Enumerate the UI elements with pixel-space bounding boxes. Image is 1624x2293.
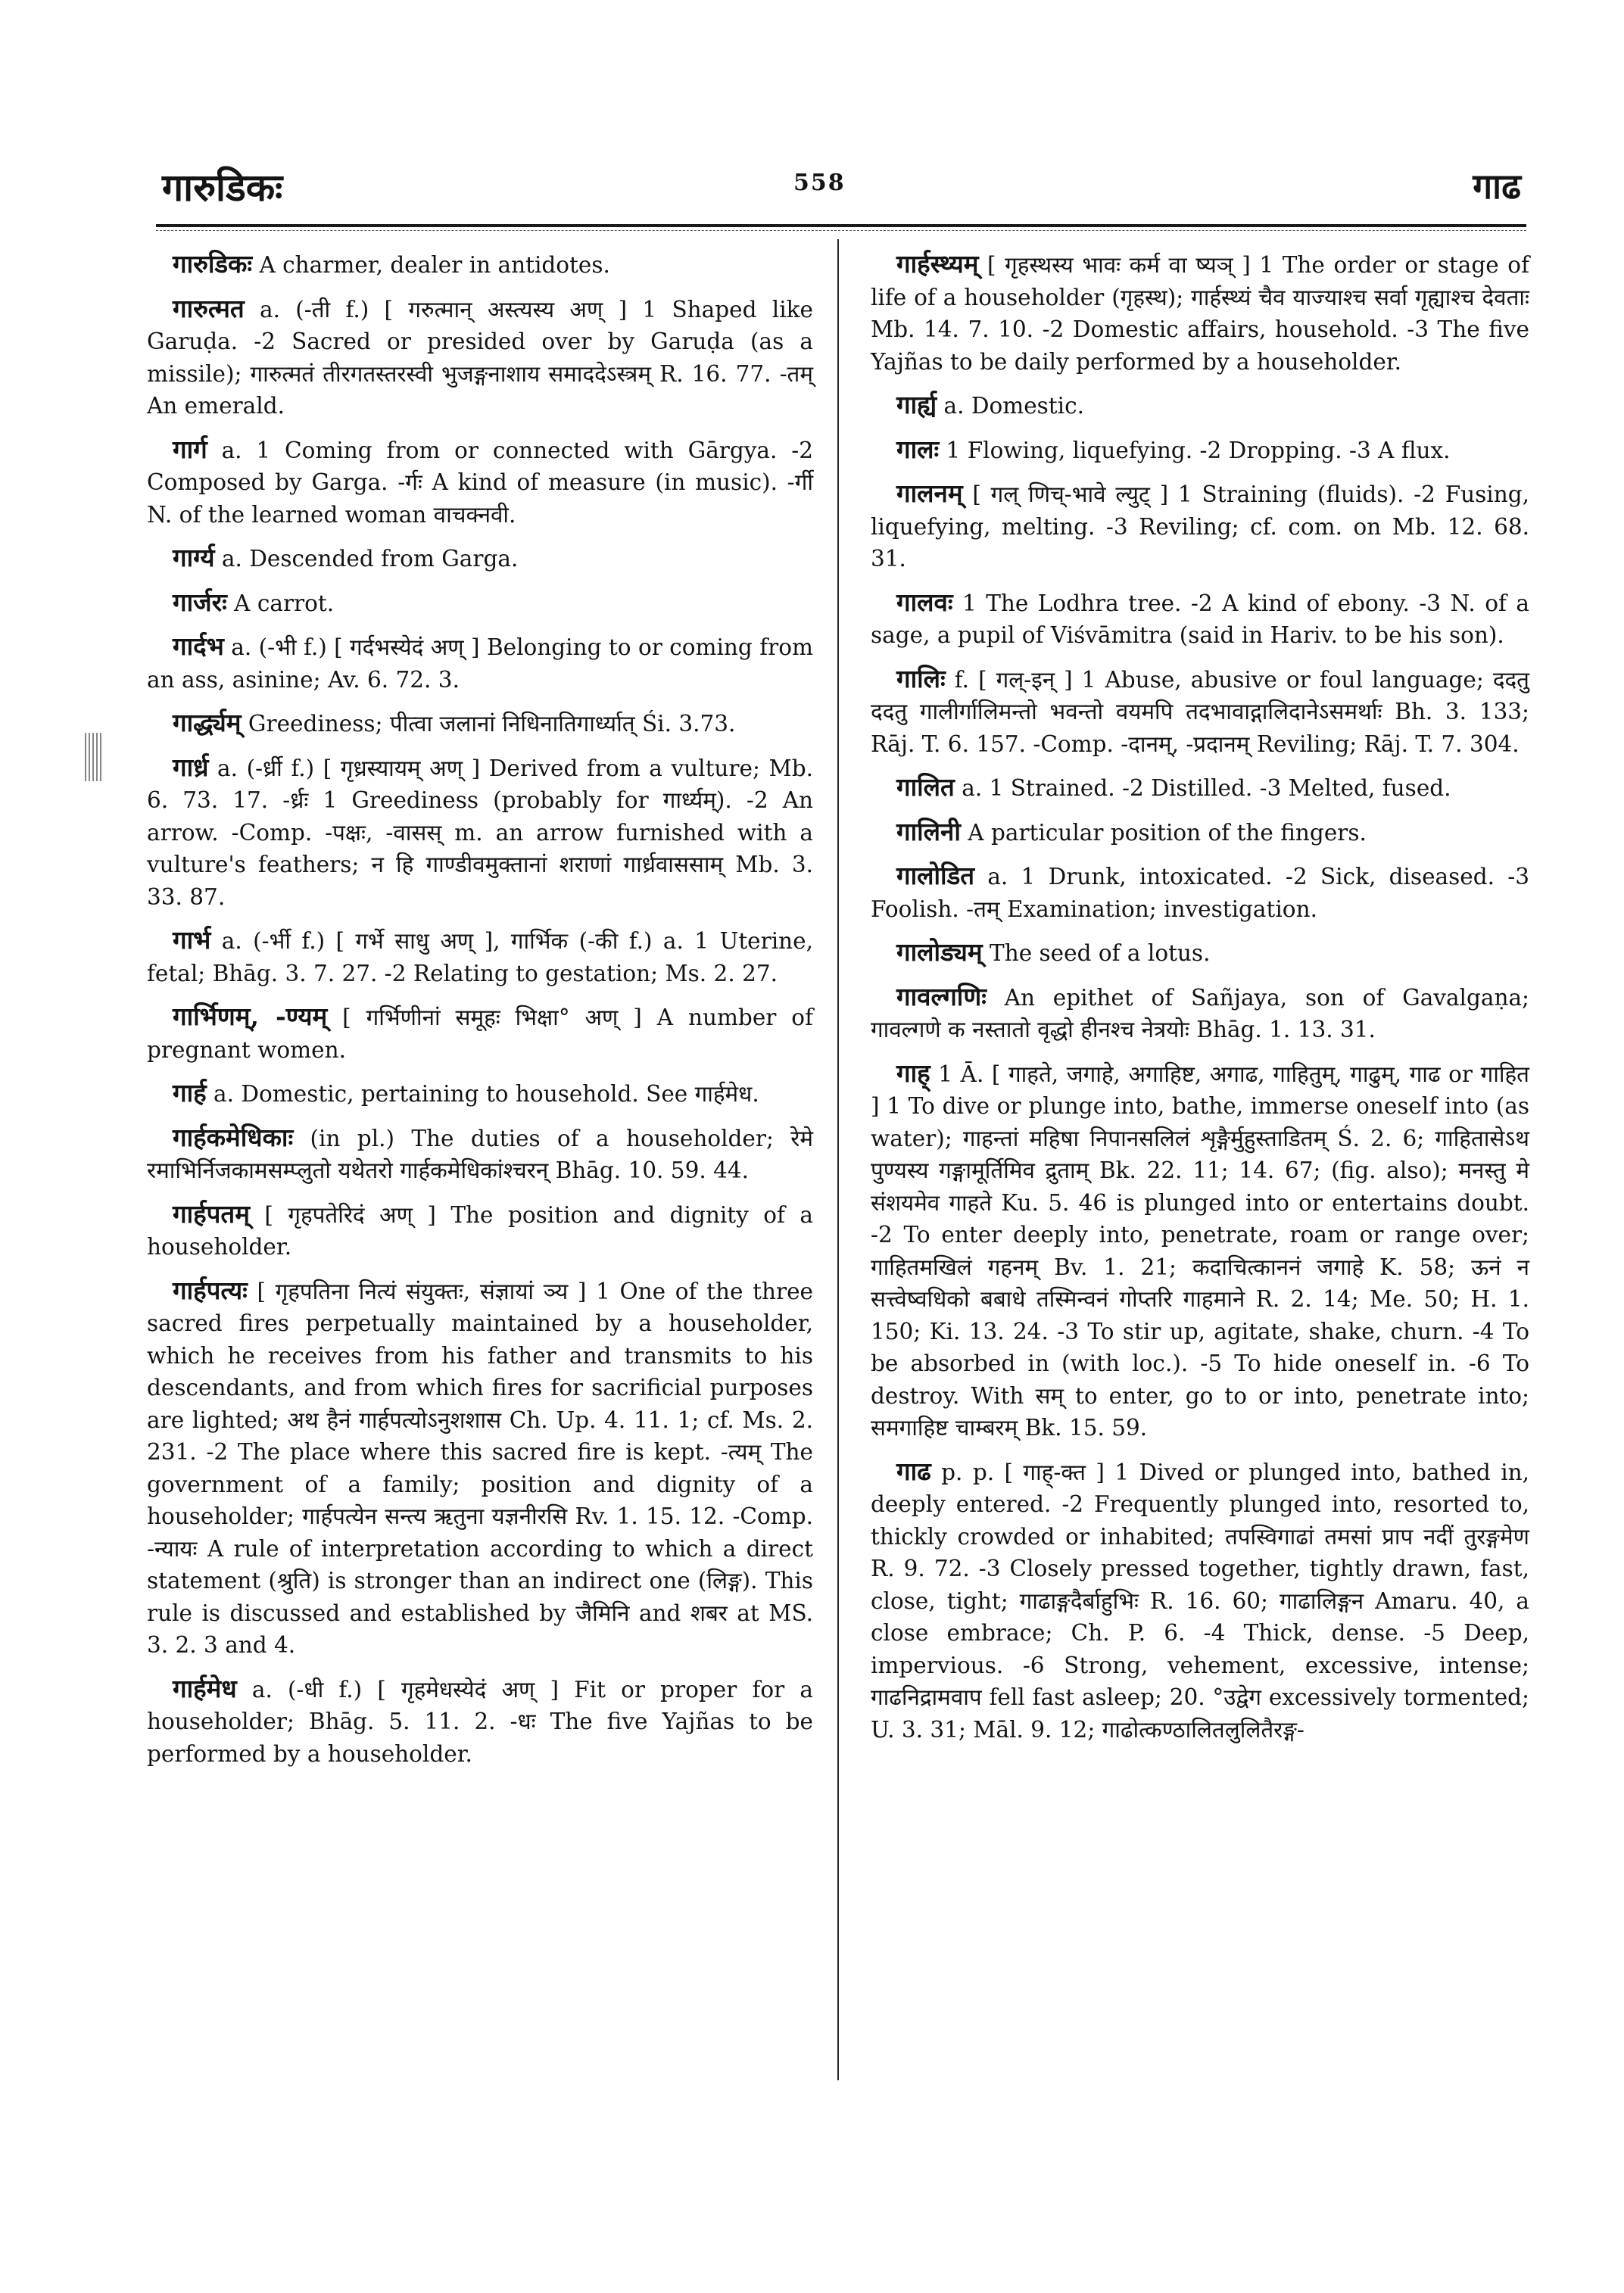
dictionary-entry [871, 248, 1529, 378]
headword: गार्हमेध [173, 1673, 237, 1703]
headword: गालनम् [896, 478, 963, 508]
headword: गालोड्यम् [896, 937, 983, 967]
page-number: 558 [793, 170, 846, 196]
entry-body: a. (-भी f.) [ गर्दभस्येदं अण् ] Belonging to or coming from an ass, asinine; Av. 6. 72. 3. [147, 634, 813, 693]
entry-body: f. [ गल्-इन् ] 1 Abuse, abusive or foul language; ददतु ददतु गालीर्गालिमन्तो भवन्तो वयमपि तदभावाद्गालिदानेऽसमर्थाः Bh. 3. 133; Rāj. T. 6. 157. -Comp. -दानम्, -प्रदानम् Reviling; Rāj. T. 7. 304. [871, 666, 1529, 757]
entry-body: A carrot. [226, 590, 335, 616]
dictionary-entry [147, 587, 813, 620]
headword: गालोडित [896, 861, 975, 890]
dictionary-entry [871, 587, 1529, 652]
headword: गार्हपतम् [173, 1198, 250, 1229]
dictionary-entry [871, 860, 1529, 925]
entry-body: a. Domestic. [937, 393, 1084, 419]
dictionary-entry [871, 1058, 1529, 1444]
headword: गार्ह [173, 1078, 207, 1108]
headword: गालवः [896, 587, 953, 617]
entry-body: a. (-र्भी f.) [ गर्भे साधु अण् ], गार्भिक (-की f.) a. 1 Uterine, fetal; Bhāg. 3. 7. 27. -2 Relating to gestation; Ms. 2. 27. [147, 928, 813, 986]
entry-body: An epithet of Sañjaya, son of Gavalgaṇa; गावल्गणे क नस्तातो वृद्धो हीनश्च नेत्रयोः Bhāg. 1. 13. 31. [871, 984, 1529, 1042]
entry-body: The seed of a lotus. [982, 940, 1211, 966]
entry-body: [ गृहपतेरिदं अण् ] The position and dignity of a householder. [147, 1201, 813, 1260]
entry-body: p. p. [ गाह्-क्त ] 1 Dived or plunged into, bathed in, deeply entered. -2 Frequently plunged into, resorted to, thickly crowded or inhabited; तपस्विगाढां तमसां प्राप नदीं तुरङ्गमेण R. 9. 72. -3 Closely pressed together, tightly drawn, fast, close, tight; गाढाङ्गदैर्बाहुभिः R. 16. 60; गाढालिङ्गन Amaru. 40, a close embrace; Ch. P. 6. -4 Thick, dense. -5 Deep, impervious. -6 Strong, vehement, excessive, intense; गाढनिद्रामवाप fell fast asleep; 20. °उद्वेग excessively tormented; U. 3. 31; Māl. 9. 12; गाढोत्कण्ठालितलुलितैरङ्ग- [871, 1459, 1529, 1743]
dictionary-entry [871, 389, 1529, 422]
headword: गार्भ [173, 925, 211, 955]
entry-body: [ गृहपतिना नित्यं संयुक्तः, संज्ञायां ञ्य ] 1 One of the three sacred fires perpetually maintained by a householder, which he receives from his father and transmits to his descendants, and from which fires for sacrificial purposes are lighted; अथ हैनं गार्हपत्योऽनुशशास Ch. Up. 4. 11. 1; cf. Ms. 2. 231. -2 The place where this sacred fire is kept. -त्यम् The government of a family; position and dignity of a householder; गार्हपत्येन सन्त्य ऋतुना यज्ञनीरसि Rv. 1. 15. 12. -Comp. -न्यायः A rule of interpretation according to which a direct statement (श्रुति) is stronger than an indirect one (लिङ्ग). This rule is discussed and established by जैमिनि and शबर at MS. 3. 2. 3 and 4. [147, 1278, 813, 1658]
headword: गार्हपत्यः [173, 1275, 248, 1305]
entry-body: A particular position of the fingers. [960, 819, 1367, 846]
entry-body: [ गर्भिणीनां समूहः भिक्षा° अण् ] A number of pregnant women. [147, 1005, 813, 1063]
entry-body: a. (-ती f.) [ गरुत्मान् अस्त्यस्य अण् ] 1 Shaped like Garuḍa. -2 Sacred or presided over by Garuḍa (as a missile); गारुत्मतं तीरगतस्तरस्वी भुजङ्गनाशाय समाददेऽस्त्रम् R. 16. 77. -तम् An emerald. [147, 296, 813, 419]
headword: गार्भिणम्, -ण्यम् [173, 1002, 328, 1031]
entry-body: (in pl.) The duties of a householder; रेमे रमाभिर्निजकामसम्प्लुतो यथेतरो गार्हकमेधिकांश्चरन् Bhāg. 10. 59. 44. [147, 1125, 813, 1183]
entry-body: Greediness; पीत्वा जलानां निधिनातिगार्ध्यात् Śi. 3.73. [241, 711, 736, 737]
entry-body: 1 Flowing, liquefying. -2 Dropping. -3 A flux. [939, 437, 1451, 463]
dictionary-entry [147, 248, 813, 282]
headword: गार्ध्र [173, 752, 209, 782]
headword: गार्द्ध्यम् [173, 708, 242, 737]
headword: गार्दभ [173, 631, 224, 661]
headword: गार्ग्य [173, 543, 215, 572]
entry-body: a. Domestic, pertaining to household. See गार्हमेध. [206, 1081, 759, 1107]
dictionary-entry [147, 752, 813, 914]
entry-body: a. (-धी f.) [ गृहमेधस्येदं अण् ] Fit or proper for a householder; Bhāg. 5. 11. 2. -धः The five Yajñas to be performed by a householder. [147, 1676, 813, 1767]
dictionary-entry [147, 924, 813, 989]
entry-body: A charmer, dealer in antidotes. [252, 252, 610, 278]
dictionary-entry [147, 631, 813, 696]
dictionary-entry [871, 663, 1529, 761]
entry-body: a. Descended from Garga. [214, 546, 519, 572]
headword: गालः [896, 434, 940, 464]
headword: गालिः [896, 663, 946, 693]
entry-body: [ गल् णिच्-भावे ल्युट् ] 1 Straining (fluids). -2 Fusing, liquefying, melting. -3 Reviling; cf. com. on Mb. 12. 68. 31. [871, 481, 1529, 572]
headword: गार्हकमेधिकाः [173, 1122, 294, 1152]
entry-body: a. 1 Strained. -2 Distilled. -3 Melted, fused. [954, 775, 1451, 801]
header-rule [156, 224, 1526, 227]
headword: गार्ह्य [896, 390, 937, 419]
headword: गार्ग [173, 434, 207, 464]
dictionary-entry [147, 1122, 813, 1187]
running-head-left: गारुडिकः [162, 165, 283, 210]
column-divider [837, 239, 839, 2080]
dictionary-entry [147, 707, 813, 740]
dictionary-entry [147, 542, 813, 575]
headword: गाढ [896, 1456, 931, 1486]
entry-body: [ गृहस्थस्य भावः कर्म वा ष्यञ् ] 1 The order or stage of life of a householder (गृहस्थ); गार्हस्थ्यं चैव याज्याश्च सर्वा गृह्याश्च देवताः Mb. 14. 7. 10. -2 Domestic affairs, household. -3 The five Yajñas to be daily performed by a householder. [871, 252, 1529, 375]
entry-body: a. 1 Drunk, intoxicated. -2 Sick, diseased. -3 Foolish. -तम् Examination; investigation. [871, 864, 1529, 922]
entry-body: 1 The Lodhra tree. -2 A kind of ebony. -3 N. of a sage, a pupil of Viśvāmitra (said in Hariv. to be his son). [871, 590, 1529, 648]
dictionary-entry [871, 981, 1529, 1046]
dictionary-entry [871, 771, 1529, 805]
header-rule-dotted [156, 230, 1526, 231]
entry-body: a. 1 Coming from or connected with Gārgya. -2 Composed by Garga. -र्गः A kind of measure (in music). -र्गी N. of the learned woman वाचक्नवी. [147, 437, 813, 528]
headword: गारुडिकः [173, 249, 253, 279]
right-column [871, 248, 1529, 1757]
headword: गाह् [896, 1058, 930, 1088]
dictionary-entry [147, 1275, 813, 1662]
dictionary-entry [871, 936, 1529, 970]
headword: गार्जरः [173, 587, 227, 617]
running-head-right: गाढ [1473, 166, 1521, 207]
dictionary-entry [871, 478, 1529, 575]
dictionary-entry [147, 1001, 813, 1066]
dictionary-entry [147, 293, 813, 422]
dictionary-entry [147, 1077, 813, 1111]
dictionary-entry [871, 1456, 1529, 1746]
dictionary-entry [147, 1198, 813, 1263]
dictionary-entry [871, 434, 1529, 467]
headword: गारुत्मत [173, 293, 245, 323]
entry-body: a. (-र्ध्री f.) [ गृध्रस्यायम् अण् ] Derived from a vulture; Mb. 6. 73. 17. -र्ध्रः 1 Greediness (probably for गार्ध्यम्). -2 An arrow. -Comp. -पक्षः, -वासस् m. an arrow furnished with a vulture's feathers; न हि गाण्डीवमुक्तानां शराणां गार्ध्रवाससाम् Mb. 3. 33. 87. [147, 755, 813, 910]
headword: गावल्गणिः [896, 981, 987, 1011]
margin-scan-mark [85, 733, 103, 781]
left-column [147, 248, 813, 1781]
headword: गालित [896, 772, 955, 802]
entry-body: 1 Ā. [ गाहते, जगाहे, अगाहिष्ट, अगाढ, गाहितुम्, गाढुम्, गाढ or गाहित ] 1 To dive or plunge into, bathe, immerse oneself into (as water); गाहन्तां महिषा निपानसलिलं शृङ्गैर्मुहुस्ताडितम् Ś. 2. 6; गाहितासेऽथ पुण्यस्य गङ्गामूर्तिमिव द्रुताम् Bk. 22. 11; 14. 67; (fig. also); मनस्तु मे संशयमेव गाहते Ku. 5. 46 is plunged into or entertains doubt. -2 To enter deeply into, penetrate, roam or range over; गाहितमखिलं गहनम् Bv. 1. 21; कदाचित्काननं जगाहे K. 58; ऊनं न सत्त्वेष्वधिको बबाधे तस्मिन्वनं गोप्तरि गाहमाने R. 2. 14; Me. 50; H. 1. 150; Ki. 13. 24. -3 To stir up, agitate, shake, churn. -4 To be absorbed in (with loc.). -5 To hide oneself in. -6 To destroy. With सम् to enter, go to or into, penetrate into; समगाहिष्ट चाम्बरम् Bk. 15. 59. [871, 1061, 1529, 1441]
headword: गार्हस्थ्यम् [896, 249, 979, 279]
dictionary-entry [871, 816, 1529, 849]
dictionary-entry [147, 1673, 813, 1771]
dictionary-entry [147, 434, 813, 531]
headword: गालिनी [896, 816, 961, 846]
